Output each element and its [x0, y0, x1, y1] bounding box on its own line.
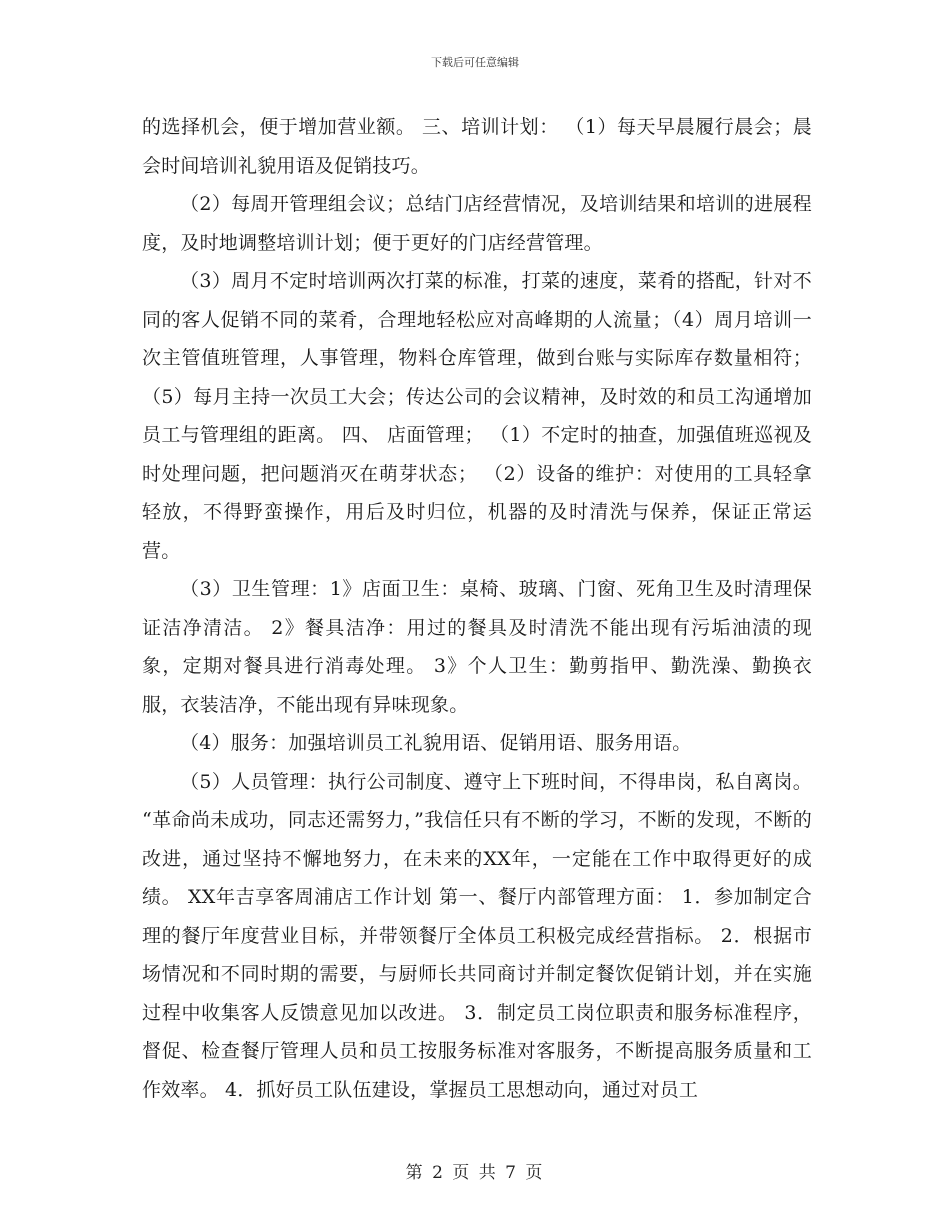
paragraph-4: （3）卫生管理：1》店面卫生：桌椅、玻璃、门窗、死角卫生及时清理保证洁净清洁。 2》餐具洁净：用过的餐具及时清洗不能出现有污垢油渍的现象，定期对餐具进行消毒处理。 3》个人卫生：勤剪指甲、勤洗澡、勤换衣服，衣装洁净，不能出现有异味现象。 [142, 578, 812, 716]
paragraph-3: （3）周月不定时培训两次打菜的标准，打菜的速度，菜肴的搭配，针对不同的客人促销不同的菜肴，合理地轻松应对高峰期的人流量；（4）周月培训一次主管值班管理，人事管理，物料仓库管理，做到台账与实际库存数量相符；（5）每月主持一次员工大会；传达公司的会议精神，及时效的和员工沟通增加员工与管理组的距离。 四、 店面管理； （1）不定时的抽查，加强值班巡视及时处理问题，把问题消灭在萌芽状态； （2）设备的维护：对使用的工具轻拿轻放，不得野蛮操作，用后及时归位，机器的及时清洗与保养，保证正常运营。 [142, 270, 812, 562]
paragraph-2: （2）每周开管理组会议；总结门店经营情况，及培训结果和培训的进展程度，及时地调整培训计划；便于更好的门店经营管理。 [142, 193, 812, 254]
page-header-note: 下载后可任意编辑 [431, 56, 519, 69]
paragraph-5: （4）服务：加强培训员工礼貌用语、促销用语、服务用语。 [180, 732, 692, 754]
paragraph-1: 的选择机会，便于增加营业额。 三、培训计划： （1）每天早晨履行晨会；晨会时间培训礼貌用语及促销技巧。 [142, 116, 812, 177]
page-number: 第 2 页 共 7 页 [405, 1163, 545, 1183]
paragraph-6: （5）人员管理：执行公司制度、遵守上下班时间，不得串岗，私自离岗。 “革命尚未成功，同志还需努力，”我信任只有不断的学习，不断的发现，不断的改进，通过坚持不懈地努力，在未来的XX年，一定能在工作中取得更好的成绩。 XX年吉享客周浦店工作计划 第一、餐厅内部管理方面： 1．参加制定合理的餐厅年度营业目标，并带领餐厅全体员工积极完成经营指标。 2．根据市场情况和不同时期的需要，与厨师长共同商讨并制定餐饮促销计划，并在实施过程中收集客人反馈意见加以改进。 3．制定员工岗位职责和服务标准程序，督促、检查餐厅管理人员和员工按服务标准对客服务，不断提高服务质量和工作效率。 4．抓好员工队伍建设，掌握员工思想动向，通过对员工 [142, 770, 812, 1101]
document-body [142, 108, 812, 1109]
